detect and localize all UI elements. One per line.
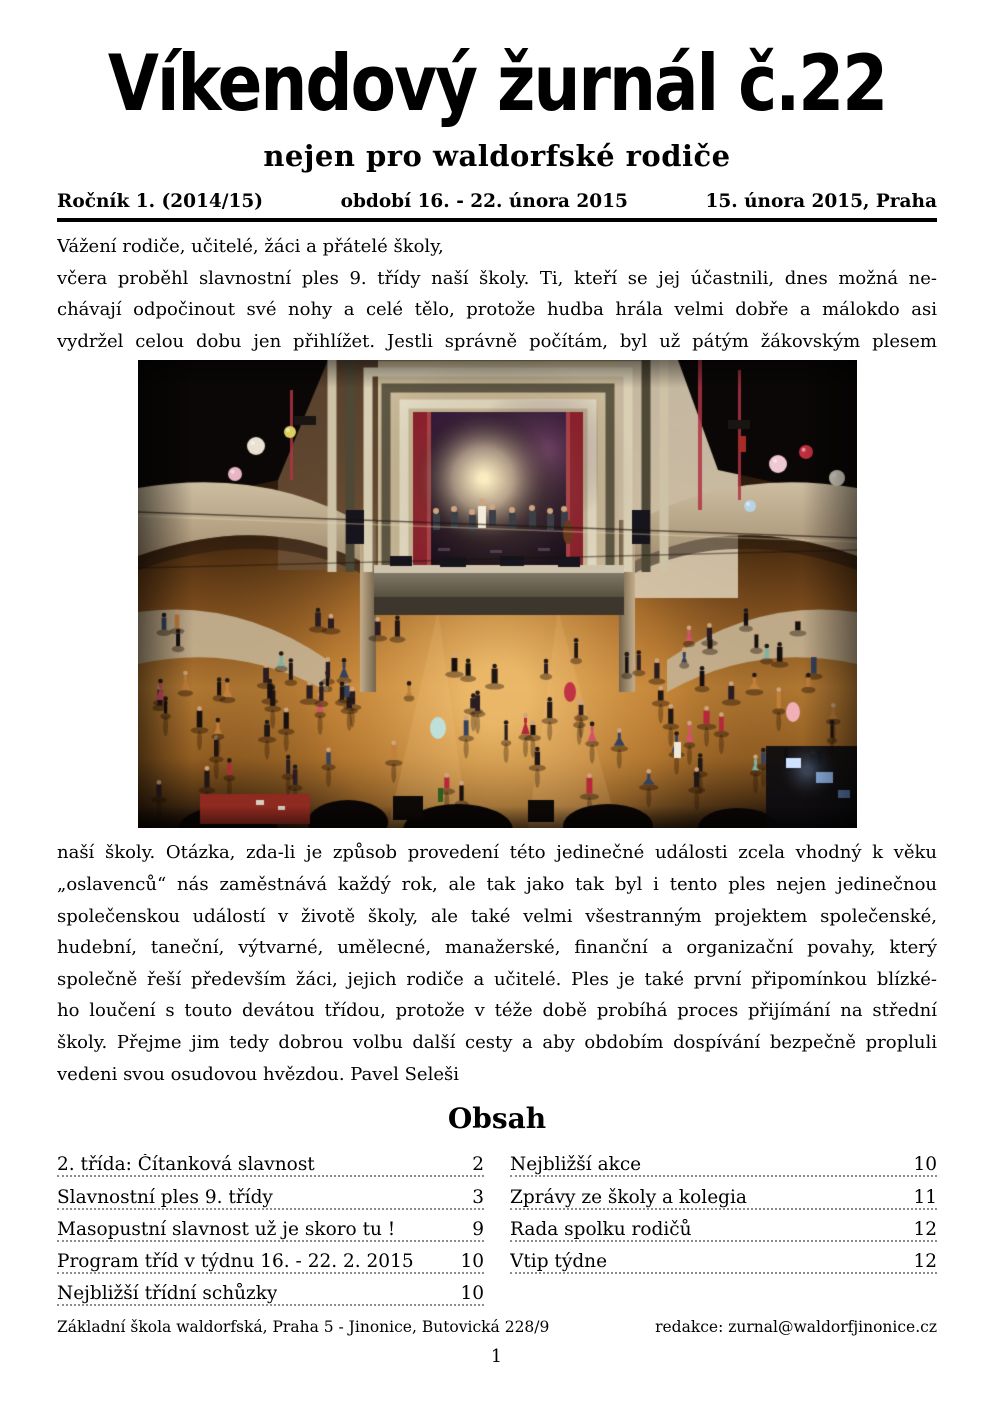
event-photo-figure	[138, 360, 857, 828]
body-text-line: Vážení rodiče, učitelé, žáci a přátelé školy,	[57, 236, 444, 257]
toc-item-label: 2. třída: Čítanková slavnost	[57, 1154, 315, 1176]
toc-page-number: 2	[472, 1154, 484, 1176]
toc-page-number: 10	[460, 1250, 484, 1272]
masthead	[57, 0, 937, 173]
toc-heading: Obsah	[447, 1102, 547, 1136]
dateline	[57, 191, 937, 212]
dateline-period: období 16. - 22. února 2015	[340, 191, 628, 212]
toc-item-label: Slavnostní ples 9. třídy	[57, 1186, 273, 1208]
divider-rule	[57, 218, 937, 222]
body-text-line: společenskou událostí v životě školy, ale také velmi všestranným projektem společenské,	[57, 905, 937, 927]
page-subtitle: nejen pro waldorfské rodiče	[263, 139, 731, 173]
toc-page-number: 3	[472, 1186, 484, 1208]
toc-item-label: Program tříd v týdnu 16. - 22. 2. 2015	[57, 1250, 414, 1272]
page-number: 1	[490, 1347, 503, 1367]
continuation-paragraph	[57, 837, 937, 1090]
body-text-line: společně řeší především žáci, jejich rodiče a učitelé. Ples je také první připomínkou blízké-	[57, 968, 937, 990]
toc-row	[57, 1274, 484, 1306]
body-text-line: chávají odpočinout své nohy a celé tělo, protože hudba hrála velmi dobře a málokdo asi	[57, 299, 937, 321]
toc-page-number: 12	[913, 1218, 937, 1240]
toc-row	[57, 1145, 484, 1177]
toc-item-label: Masopustní slavnost už je skoro tu !	[57, 1218, 396, 1240]
toc-row	[510, 1210, 937, 1242]
toc-page-number: 10	[913, 1154, 937, 1176]
toc-item-label: Nejbližší třídní schůzky	[57, 1283, 278, 1305]
footer-redakce-email: redakce: zurnal@waldorfjinonice.cz	[655, 1318, 937, 1336]
toc-row	[510, 1177, 937, 1209]
toc-row	[57, 1242, 484, 1274]
body-text-line: hudební, taneční, výtvarné, umělecné, manažerské, finanční a organizační povahy, který	[57, 937, 937, 959]
intro-paragraph	[57, 231, 937, 357]
toc-item-label: Nejbližší akce	[510, 1154, 642, 1176]
toc-page-number: 9	[472, 1218, 484, 1240]
toc-page-number: 12	[913, 1250, 937, 1272]
body-text-line: školy. Přejme jim tedy dobrou volbu další cesty a aby obdobím dospívání bezpečně propluli	[57, 1031, 937, 1053]
dateline-volume: Ročník 1. (2014/15)	[57, 191, 263, 212]
table-of-contents	[57, 1145, 937, 1306]
dateline-issue-date: 15. února 2015, Praha	[705, 191, 937, 212]
toc-page-number: 10	[460, 1283, 484, 1305]
toc-row	[510, 1145, 937, 1177]
toc-page-number: 11	[913, 1186, 937, 1208]
toc-item-label: Vtip týdne	[510, 1250, 608, 1272]
toc-left-column	[57, 1145, 484, 1306]
page-title: Víkendový žurnál č.22	[107, 38, 887, 129]
toc-item-label: Rada spolku rodičů	[510, 1218, 692, 1240]
toc-row	[57, 1210, 484, 1242]
toc-row	[510, 1242, 937, 1274]
event-photo	[138, 360, 857, 828]
body-text-line: naší školy. Otázka, zda-li je způsob provedení této jedinečné události zcela vhodný k věku	[57, 842, 937, 864]
body-text-line: „oslavenců“ nás zaměstnává každý rok, ale tak jako tak byl i tento ples nejen jedinečnou	[57, 873, 937, 895]
body-text-line: vedeni svou osudovou hvězdou. Pavel Seleši	[57, 1063, 459, 1085]
toc-right-column	[510, 1145, 937, 1306]
page-footer	[57, 1318, 937, 1336]
body-text-line: vydržel celou dobu jen přihlížet. Jestli správně počítám, byl už pátým žákovským plesem	[57, 330, 937, 352]
footer-school-address: Základní škola waldorfská, Praha 5 - Jinonice, Butovická 228/9	[57, 1318, 550, 1336]
body-text-line: včera proběhl slavnostní ples 9. třídy naší školy. Ti, kteří se jej účastnili, dnes možná ne-	[57, 267, 937, 289]
toc-item-label: Zprávy ze školy a kolegia	[510, 1186, 747, 1208]
toc-row	[57, 1177, 484, 1209]
body-text-line: ho loučení s touto devátou třídou, protože v téže době probíhá proces přijímání na střední	[57, 1000, 937, 1022]
